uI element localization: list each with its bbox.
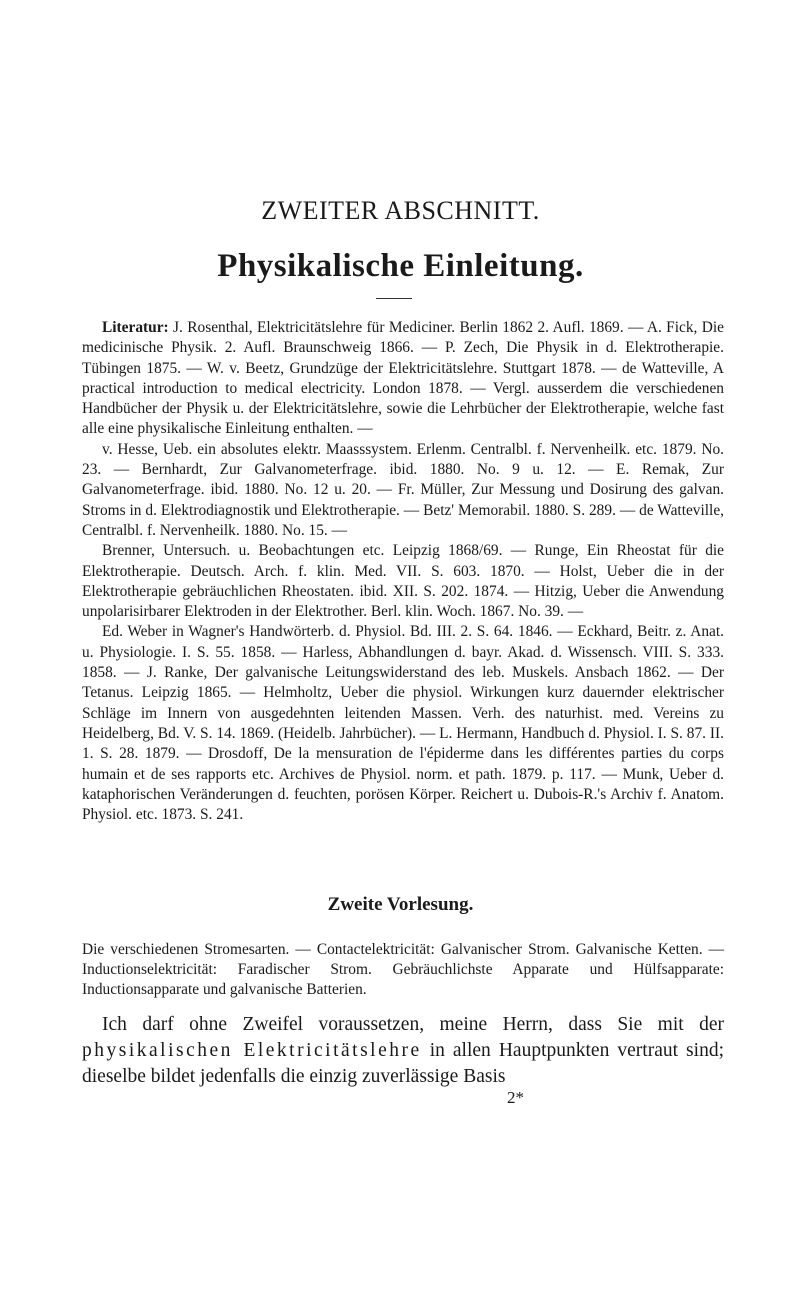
literature-text: J. Rosenthal, Elektricitätslehre für Mediciner. Berlin 1862 2. Aufl. 1869. — A. Fick, Die medicinische Physik. 2. Aufl. Braunschweig 1866. — P. Zech, Die Physik in d. Elektrotherapie. Tübingen 1875. — W. v. Beetz, Grundzüge der Elektricitätslehre. Stuttgart 1878. — de Watteville, A practical introduction to medical electricity. London 1878. — Vergl. ausserdem die verschiedenen Handbücher der Physik u. der Elektricitätslehre, sowie die Lehrbücher der Elektrotherapie, welche fast alle eine physikalische Einleitung enthalten. — <box>82 319 724 438</box>
literature-paragraph <box>82 318 724 440</box>
chapter-heading: ZWEITER ABSCHNITT. <box>261 196 540 225</box>
body-text-part: in allen Hauptpunkten vertraut sind; dieselbe bildet jedenfalls die einzig zuverlässige Basis <box>82 1040 724 1087</box>
lecture-summary-text: Die verschiedenen Stromesarten. — Contactelektricität: Galvanischer Strom. Galvanische Ketten. — Inductionselektricität: Faradischer Strom. Gebräuchlichste Apparate und Hülfsapparate: Inductionsapparate und galvanische Batterien. <box>82 941 724 998</box>
title-divider <box>376 298 412 299</box>
emphasized-term: physikalischen Elektricitätslehre <box>82 1040 422 1061</box>
lecture-summary <box>82 940 724 1000</box>
body-text-part: Ich darf ohne Zweifel voraussetzen, meine Herrn, dass Sie mit der <box>102 1014 724 1035</box>
section-title: Physikalische Einleitung. <box>217 248 584 284</box>
literature-paragraph: Brenner, Untersuch. u. Beobachtungen etc. Leipzig 1868/69. — Runge, Ein Rheostat für die Elektrotherapie. Deutsch. Arch. f. klin. Med. VII. S. 603. 1870. — Holst, Ueber die in der Elektrotherapie gebräuchlichen Rheostaten. ibid. XII. S. 202. 1874. — Hitzig, Ueber die Anwendung unpolarisirbarer Elektroden in der Elektrother. Berl. klin. Woch. 1867. No. 39. — <box>82 542 724 621</box>
body-text <box>82 1012 724 1090</box>
literature-section <box>82 318 724 825</box>
literature-paragraph: Ed. Weber in Wagner's Handwörterb. d. Physiol. Bd. III. 2. S. 64. 1846. — Eckhard, Beitr. z. Anat. u. Physiologie. I. S. 55. 1858. — Harless, Abhandlungen d. bayr. Akad. d. Wissensch. VIII. S. 333. 1858. — J. Ranke, Der galvanische Leitungswiderstand des leb. Muskels. Ansbach 1862. — Der Tetanus. Leipzig 1865. — Helmholtz, Ueber die physiol. Wirkungen kurz dauernder elektrischer Schläge im Innern von ausgedehnten leitenden Massen. Verh. des naturhist. med. Vereins zu Heidelberg, Bd. V. S. 14. 1869. (Heidelb. Jahrbücher). — L. Hermann, Handbuch d. Physiol. I. S. 87. II. 1. S. 28. 1879. — Drosdoff, De la mensuration de l'épiderme dans les différentes parties du corps humain et de ses rapports etc. Archives de Physiol. norm. et path. 1879. p. 117. — Munk, Ueber d. kataphorischen Veränderungen d. feuchten, porösen Körper. Reichert u. Dubois-R.'s Archiv f. Anatom. Physiol. etc. 1873. S. 241. <box>82 623 724 824</box>
signature-mark: 2* <box>507 1088 524 1107</box>
literature-paragraph: v. Hesse, Ueb. ein absolutes elektr. Maasssystem. Erlenm. Centralbl. f. Nervenheilk. etc. 1879. No. 23. — Bernhardt, Zur Galvanometerfrage. ibid. 1880. No. 9 u. 12. — E. Remak, Zur Galvanometerfrage. ibid. 1880. No. 12 u. 20. — Fr. Müller, Zur Messung und Dosirung des galvan. Stroms in d. Elektrodiagnostik und Elektrotherapie. — Betz' Memorabil. 1880. S. 289. — de Watteville, Centralbl. f. Nervenheilk. 1880. No. 15. — <box>82 440 724 539</box>
body-paragraph <box>82 1012 724 1090</box>
lecture-heading: Zweite Vorlesung. <box>327 894 474 915</box>
literature-label: Literatur: <box>102 319 169 336</box>
